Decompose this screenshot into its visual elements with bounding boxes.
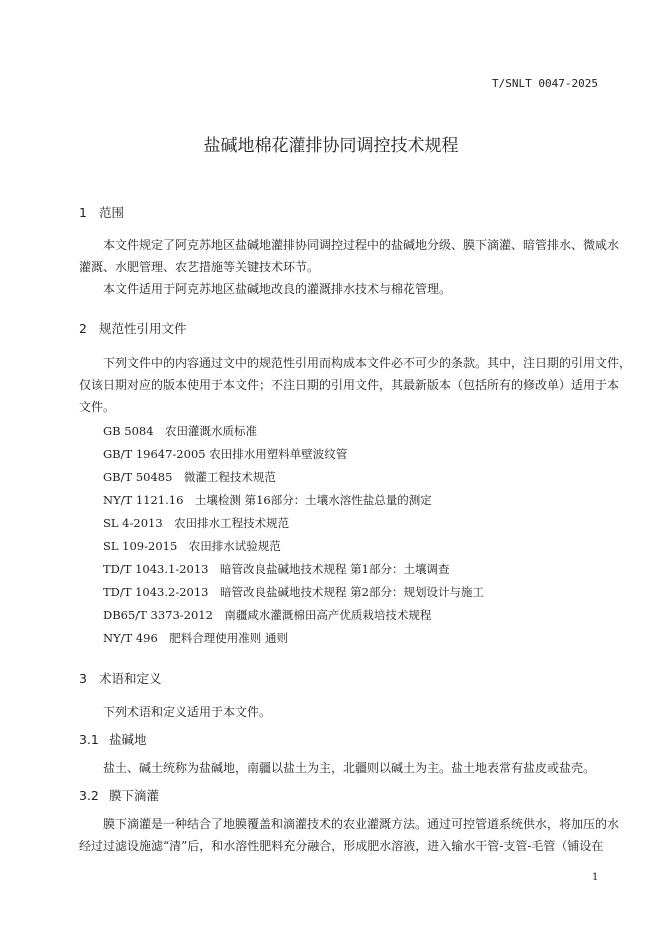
reference-item: DB65/T 3373-2012 南疆咸水灌溉棉田高产优质栽培技术规程 <box>103 608 432 622</box>
subsection-number: 3.2 <box>79 788 99 803</box>
subsection-title: 膜下滴灌 <box>109 788 160 803</box>
reference-item: SL 4-2013 农田排水工程技术规范 <box>103 516 290 530</box>
paragraph-line: 灌溉、水肥管理、农艺措施等关键技术环节。 <box>79 260 320 274</box>
reference-item: TD/T 1043.1-2013 暗管改良盐碱地技术规程 第1部分：土壤调查 <box>103 562 450 576</box>
document-code: T/SNLT 0047-2025 <box>492 77 598 90</box>
reference-item: NY/T 1121.16 土壤检测 第16部分：土壤水溶性盐总量的测定 <box>103 493 432 507</box>
section-3-heading <box>79 669 162 687</box>
paragraph-line: 本文件适用于阿克苏地区盐碱地改良的灌溉排水技术与棉花管理。 <box>103 282 452 296</box>
paragraph-line: 仅该日期对应的版本使用于本文件；不注日期的引用文件，其最新版本（包括所有的修改单）适用于本 <box>79 378 620 392</box>
reference-item: GB/T 19647-2005 农田排水用塑料单壁波纹管 <box>103 447 348 461</box>
reference-item: GB 5084 农田灌溉水质标准 <box>103 424 258 438</box>
paragraph-line: 经过过滤设施滤“清”后，和水溶性肥料充分融合，形成肥水溶液，进入输水干管-支管-毛管（铺设在 <box>79 839 604 853</box>
reference-item: NY/T 496 肥料合理使用准则 通则 <box>103 631 288 645</box>
section-number: 3 <box>79 671 87 686</box>
subsection-3-1-heading <box>79 730 147 748</box>
section-title: 术语和定义 <box>99 671 162 686</box>
page-number: 1 <box>592 872 599 883</box>
paragraph-line: 膜下滴灌是一种结合了地膜覆盖和滴灌技术的农业灌溉方法。通过可控管道系统供水，将加压的水 <box>103 817 620 831</box>
reference-item: GB/T 50485 微灌工程技术规范 <box>103 470 276 484</box>
paragraph-line: 文件。 <box>79 400 116 414</box>
section-number: 1 <box>79 205 87 220</box>
paragraph-line: 下列术语和定义适用于本文件。 <box>103 705 272 719</box>
paragraph-line: 下列文件中的内容通过文中的规范性引用而构成本文件必不可少的条款。其中，注日期的引用文件， <box>103 356 632 370</box>
subsection-title: 盐碱地 <box>109 732 147 747</box>
reference-item: SL 109-2015 农田排水试验规范 <box>103 539 281 553</box>
section-title: 规范性引用文件 <box>99 321 187 336</box>
subsection-3-2-heading <box>79 786 159 804</box>
section-1-heading <box>79 203 124 221</box>
section-title: 范围 <box>99 205 125 220</box>
reference-item: TD/T 1043.2-2013 暗管改良盐碱地技术规程 第2部分：规划设计与施工 <box>103 585 484 599</box>
paragraph-line: 盐土、碱土统称为盐碱地，南疆以盐土为主，北疆则以碱土为主。盐土地表常有盐皮或盐壳。 <box>103 761 596 775</box>
page-title: 盐碱地棉花灌排协同调控技术规程 <box>203 136 459 156</box>
section-number: 2 <box>79 321 87 336</box>
section-2-heading <box>79 319 187 337</box>
paragraph-line: 本文件规定了阿克苏地区盐碱地灌排协同调控过程中的盐碱地分级、膜下滴灌、暗管排水、微咸水 <box>103 238 620 252</box>
subsection-number: 3.1 <box>79 732 99 747</box>
